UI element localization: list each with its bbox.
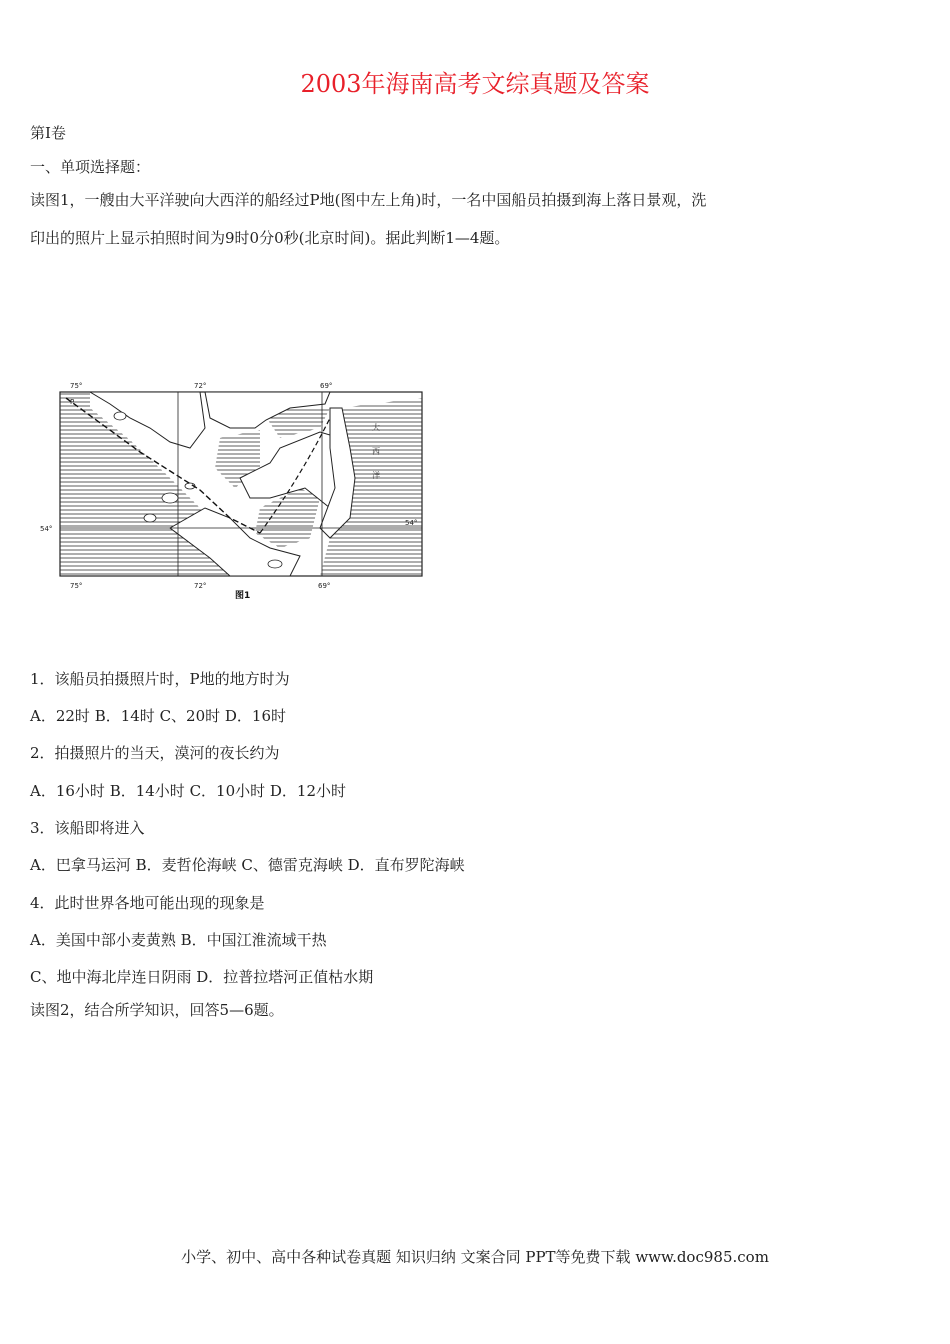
intro-line-1: 读图1，一艘由大平洋驶向大西洋的船经过P地(图中左上角)时，一名中国船员拍摄到海上落日景观，洗 <box>30 191 707 209</box>
point-p-marker: P <box>70 398 75 406</box>
part-label: 一、单项选择题： <box>30 158 151 176</box>
question-1-stem: 1．该船员拍摄照片时，P地的地方时为 <box>30 670 290 688</box>
intro-line-2: 印出的照片上显示拍照时间为9时0分0秒(北京时间)。据此判断1—4题。 <box>30 229 510 247</box>
ocean-char-1: 大 <box>372 423 380 432</box>
lon-label-bottom-72: 72° <box>194 582 207 590</box>
lon-label-bottom-75: 75° <box>70 582 83 590</box>
lon-label-top-72: 72° <box>194 382 207 390</box>
lon-label-top-75: 75° <box>70 382 83 390</box>
question-2-stem: 2．拍摄照片的当天，漠河的夜长约为 <box>30 744 280 762</box>
lat-label-right: 54° <box>405 519 418 527</box>
question-3-options: A．巴拿马运河 B．麦哲伦海峡 C、德雷克海峡 D．直布罗陀海峡 <box>30 856 465 874</box>
lon-label-bottom-69: 69° <box>318 582 331 590</box>
question-4-options-2: C、地中海北岸连日阴雨 D．拉普拉塔河正值枯水期 <box>30 968 374 986</box>
figure-1-map <box>30 368 425 600</box>
ocean-char-3: 洋 <box>372 471 380 480</box>
section-label: 第Ⅰ卷 <box>30 124 66 142</box>
question-1-options: A．22时 B．14时 C、20时 D．16时 <box>30 707 287 725</box>
question-4-stem: 4．此时世界各地可能出现的现象是 <box>30 894 265 912</box>
lon-label-top-69: 69° <box>320 382 333 390</box>
closing-instruction: 读图2，结合所学知识，回答5—6题。 <box>30 1001 284 1019</box>
question-3-stem: 3．该船即将进入 <box>30 819 145 837</box>
lat-label-left: 54° <box>40 525 53 533</box>
page-footer: 小学、初中、高中各种试卷真题 知识归纳 文案合同 PPT等免费下载 www.doc985.com <box>181 1248 769 1266</box>
question-4-options: A．美国中部小麦黄熟 B．中国江淮流域干热 <box>30 931 327 949</box>
figure-caption: 图1 <box>235 591 251 600</box>
ocean-char-2: 西 <box>372 447 380 456</box>
question-2-options: A．16小时 B．14小时 C．10小时 D．12小时 <box>30 782 347 800</box>
document-title: 2003年海南高考文综真题及答案 <box>300 70 650 98</box>
